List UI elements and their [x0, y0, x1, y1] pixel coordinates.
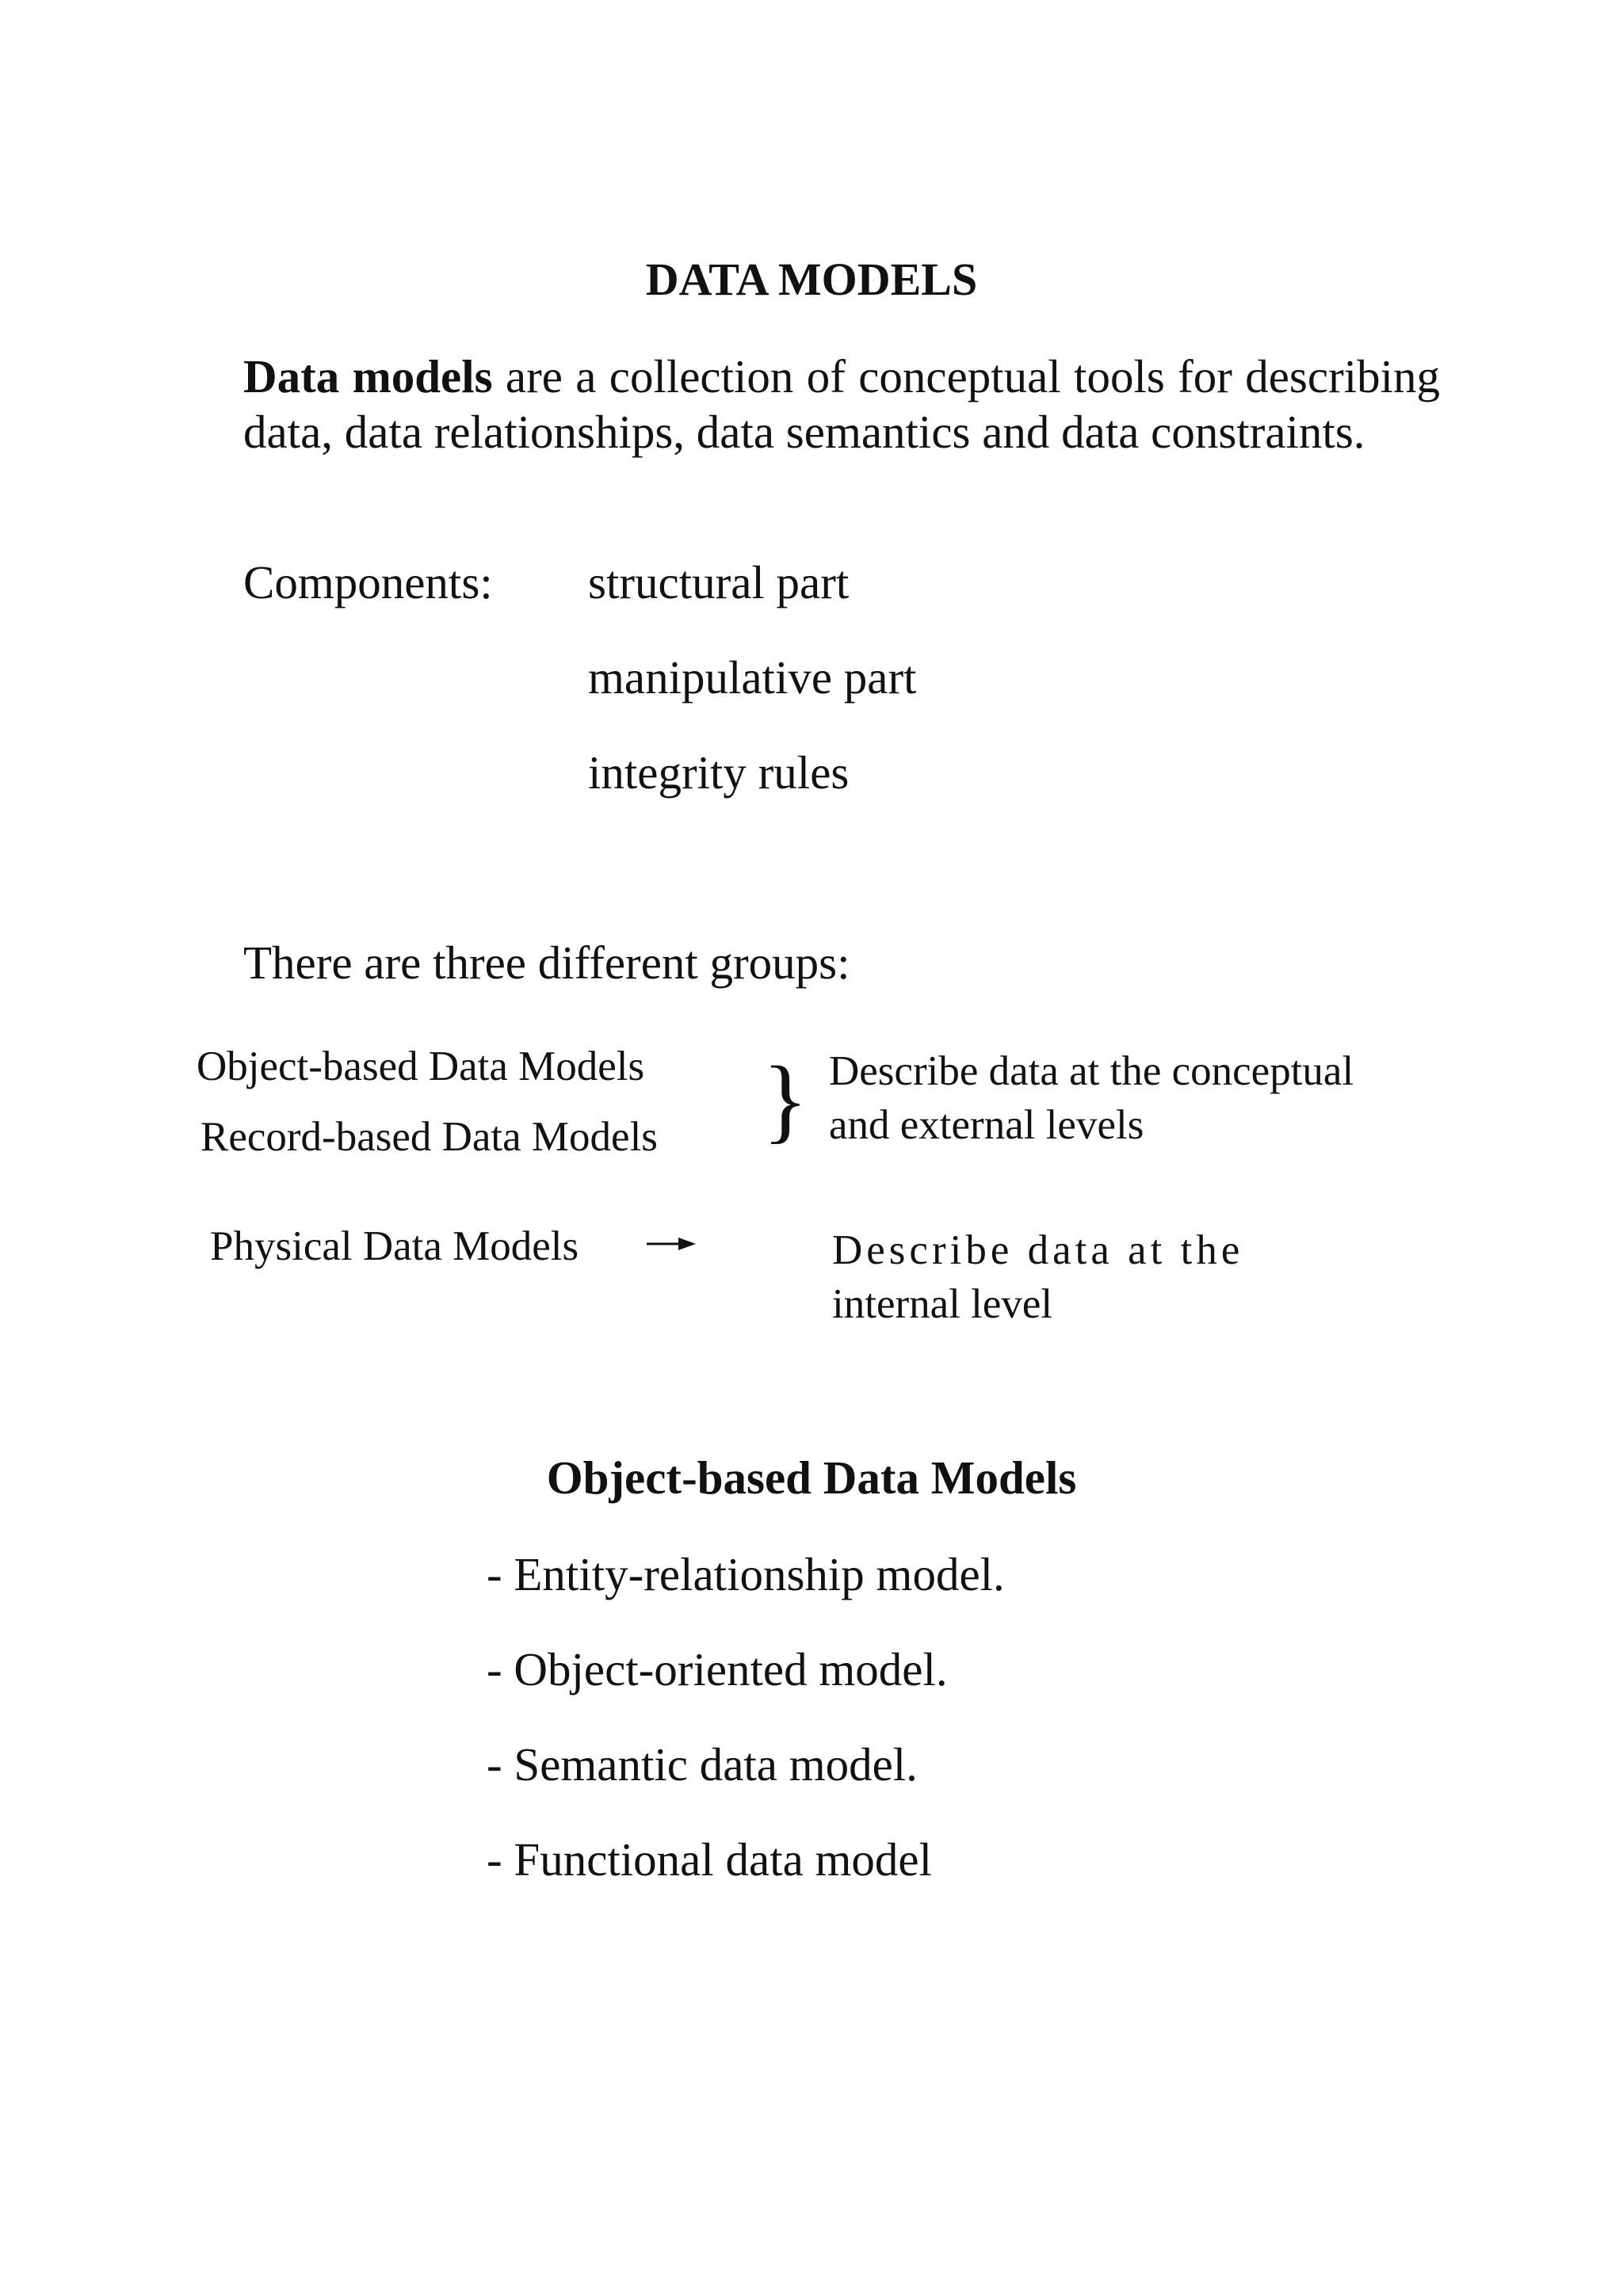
internal-description-line: internal level: [832, 1281, 1053, 1327]
internal-description-line: Describe data at the: [832, 1227, 1244, 1273]
physical-label: Physical Data Models: [210, 1223, 579, 1269]
definition-text: are a collection of conceptual tools for describing data, data relationships, data semantics and data constraints.: [243, 350, 1441, 458]
conceptual-description-line: Describe data at the conceptual: [829, 1048, 1354, 1094]
page-title: DATA MODELS: [645, 254, 978, 305]
arrow-right-icon: [647, 1234, 696, 1253]
list-item: - Object-oriented model.: [487, 1643, 948, 1695]
grouping-brace: }: [762, 1047, 808, 1152]
record-based-label: Record-based Data Models: [200, 1114, 658, 1160]
section-title: Object-based Data Models: [546, 1451, 1077, 1504]
definition-term: Data models: [243, 350, 493, 402]
list-item: - Functional data model: [487, 1833, 932, 1886]
internal-description: [832, 1223, 1243, 1331]
list-item: - Entity-relationship model.: [487, 1548, 1005, 1600]
groups-intro: There are three different groups:: [243, 936, 850, 989]
component-item: manipulative part: [588, 651, 917, 704]
list-item: - Semantic data model.: [487, 1738, 918, 1791]
component-item: structural part: [588, 556, 850, 608]
conceptual-description-line: and external levels: [829, 1102, 1144, 1148]
conceptual-description: [829, 1044, 1354, 1152]
components-label: Components:: [243, 556, 493, 608]
component-item: integrity rules: [588, 746, 850, 799]
definition-paragraph: [243, 349, 1440, 460]
object-based-label: Object-based Data Models: [197, 1043, 645, 1089]
